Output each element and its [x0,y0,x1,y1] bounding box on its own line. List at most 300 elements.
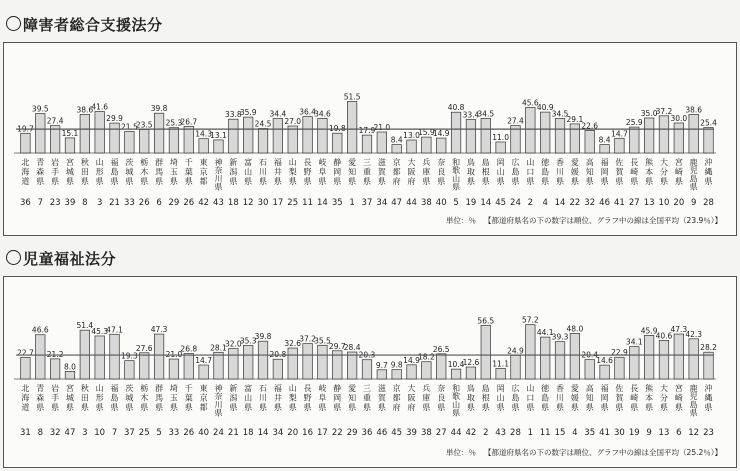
value-label: 21.5 [121,122,138,132]
svg-text:県: 県 [541,403,550,412]
value-label: 14.7 [611,129,628,139]
bar [65,138,75,153]
svg-text:縄: 縄 [704,167,713,177]
rank-label: 42 [465,428,477,438]
rank-label: 4 [542,198,548,208]
svg-text:山: 山 [288,384,297,393]
svg-text:庫: 庫 [422,393,431,403]
svg-text:田: 田 [80,167,89,177]
rank-label: 13 [643,198,655,208]
svg-text:潟: 潟 [229,393,238,403]
rank-label: 43 [213,198,224,208]
svg-text:木: 木 [140,167,149,177]
chart-panel-1 [3,42,737,236]
svg-text:島: 島 [481,158,490,167]
value-label: 33.4 [462,110,480,120]
svg-text:県: 県 [452,408,461,418]
svg-text:県: 県 [36,403,45,412]
value-label: 14.9 [403,355,420,365]
svg-text:賀: 賀 [615,167,624,177]
svg-text:香: 香 [556,384,565,393]
svg-text:茨: 茨 [125,158,134,167]
svg-text:児: 児 [689,166,698,176]
svg-text:千: 千 [184,384,193,393]
svg-text:川: 川 [214,174,223,184]
svg-text:葉: 葉 [184,393,193,403]
svg-text:栃: 栃 [140,384,149,393]
bar [451,369,461,379]
svg-text:県: 県 [51,177,60,186]
bar [169,359,179,379]
category-label [482,383,490,412]
svg-text:鳥: 鳥 [466,384,475,393]
svg-text:愛: 愛 [348,158,357,167]
bar [36,114,46,154]
svg-text:山: 山 [244,393,253,403]
svg-text:崎: 崎 [674,167,683,177]
value-label: 23.5 [135,120,153,130]
svg-text:県: 県 [422,403,431,412]
svg-text:宮: 宮 [65,384,74,393]
svg-text:歌: 歌 [452,166,461,176]
bar [540,112,550,153]
svg-text:県: 県 [169,403,178,412]
svg-text:海: 海 [21,167,30,177]
svg-text:県: 県 [362,177,371,186]
rank-label: 39 [406,428,417,438]
svg-text:県: 県 [333,177,342,186]
svg-text:大: 大 [659,158,668,167]
svg-text:知: 知 [348,167,357,177]
category-label [556,157,564,186]
svg-text:分: 分 [659,167,668,177]
svg-text:玉: 玉 [169,393,178,403]
rank-label: 40 [435,198,447,208]
svg-text:形: 形 [95,167,104,177]
bar [243,345,253,379]
category-label [571,157,579,186]
svg-text:崎: 崎 [674,393,683,403]
category-label [526,383,534,412]
svg-text:岡: 岡 [600,393,609,403]
category-label [526,157,534,186]
bar [422,362,432,379]
value-label: 20.3 [358,350,376,360]
svg-text:分: 分 [659,393,668,403]
svg-text:府: 府 [407,403,416,412]
svg-text:県: 県 [659,177,668,186]
svg-text:県: 県 [511,177,520,186]
category-label [333,383,341,412]
category-label [36,383,44,412]
bar [229,349,239,379]
svg-text:兵: 兵 [422,158,431,167]
bar [50,359,60,379]
svg-text:県: 県 [674,177,683,186]
bar [659,340,669,379]
svg-text:県: 県 [511,403,520,412]
svg-text:馬: 馬 [155,393,164,403]
value-label: 39.8 [254,332,272,342]
value-label: 45.9 [640,326,658,336]
category-label [541,383,550,412]
rank-label: 29 [168,198,180,208]
category-label [21,157,29,186]
svg-text:城: 城 [65,167,74,177]
value-label: 8.4 [390,135,403,145]
svg-text:青: 青 [36,158,45,167]
circle-icon [6,250,21,265]
svg-text:県: 県 [526,403,535,412]
value-label: 42.3 [685,329,703,339]
bar [526,107,536,153]
value-label: 8.0 [64,362,76,372]
svg-text:滋: 滋 [377,158,386,167]
svg-text:形: 形 [95,393,104,403]
svg-text:県: 県 [65,177,74,186]
category-label [214,383,222,418]
svg-text:島: 島 [511,393,520,403]
svg-text:県: 県 [348,403,357,412]
note-text: 【都道府県名の下の数字は順位、グラフ中の線は全国平均（23.9％）】 [484,216,722,225]
svg-text:庫: 庫 [422,167,431,177]
bar [95,336,105,379]
category-label [660,157,668,186]
rank-label: 19 [465,198,477,208]
svg-text:富: 富 [244,158,253,167]
category-label [155,158,163,186]
value-label: 48.0 [566,324,584,334]
value-label: 21.0 [373,123,391,132]
value-label: 22.6 [581,121,599,131]
value-label: 9.7 [375,360,388,370]
rank-label: 28 [703,198,714,208]
svg-text:大: 大 [659,384,668,393]
category-label [36,157,44,186]
category-label [705,157,713,186]
bar [377,132,387,153]
svg-text:県: 県 [184,177,193,186]
category-label [96,157,104,186]
svg-text:県: 県 [51,403,60,412]
value-label: 40.6 [655,331,673,341]
bar [496,368,506,379]
value-label: 36.4 [299,107,316,117]
svg-text:県: 県 [437,177,446,186]
svg-text:県: 県 [36,177,45,186]
bar [36,335,46,379]
category-label [96,383,104,412]
category-label [229,157,237,186]
svg-text:手: 手 [51,393,60,403]
value-label: 44.1 [536,328,554,338]
svg-text:川: 川 [259,167,268,177]
rank-label: 2 [483,428,489,438]
svg-text:高: 高 [585,158,594,167]
svg-text:和: 和 [452,158,461,167]
rank-label: 35 [331,198,343,208]
bar [139,130,149,154]
value-label: 26.8 [180,344,198,354]
rank-label: 23 [49,198,61,208]
svg-text:京: 京 [199,167,208,177]
category-label [393,157,401,186]
svg-text:阜: 阜 [318,393,327,403]
bar [110,334,120,379]
bar [229,119,239,153]
svg-text:県: 県 [704,177,713,186]
svg-text:県: 県 [422,177,431,186]
svg-text:県: 県 [541,177,550,186]
category-label [185,384,193,412]
bar [436,354,446,379]
svg-text:山: 山 [452,174,461,184]
rank-label: 1 [349,198,355,208]
value-label: 29.9 [106,114,123,124]
svg-text:福: 福 [273,384,282,393]
svg-text:県: 県 [362,403,371,412]
category-label [452,383,460,418]
bar [347,352,357,379]
category-label [289,383,297,412]
svg-text:島: 島 [481,384,490,393]
bar [243,117,253,153]
svg-text:奈: 奈 [214,166,223,176]
bar [362,135,372,153]
category-label [200,383,208,412]
svg-text:井: 井 [273,393,282,403]
category-label [259,158,267,186]
bar [466,120,476,153]
svg-text:県: 県 [303,403,312,412]
svg-text:道: 道 [21,177,30,186]
svg-text:県: 県 [273,403,282,412]
bar [80,114,90,153]
svg-text:都: 都 [392,167,401,177]
svg-text:福: 福 [600,158,609,167]
bar [110,123,120,153]
category-label [318,157,326,186]
category-label [304,158,312,186]
category-label [690,383,698,418]
rank-label: 14 [317,198,328,208]
value-label: 9.8 [390,360,403,370]
bar [303,344,313,379]
bar [303,117,313,153]
bar [214,352,224,379]
value-label: 34.6 [314,109,331,119]
svg-text:県: 県 [689,408,698,418]
value-label: 26.5 [432,344,450,354]
value-label: 24.5 [254,119,272,129]
bar [555,342,565,379]
svg-text:県: 県 [466,403,475,412]
category-label [541,157,550,186]
value-label: 19.7 [17,124,34,134]
rank-label: 9 [646,428,652,438]
value-label: 47.3 [670,325,688,335]
category-label [615,157,624,186]
svg-text:賀: 賀 [377,167,386,177]
svg-text:福: 福 [273,158,282,167]
rank-label: 47 [391,198,403,208]
category-label [675,383,683,412]
bar [154,113,164,153]
category-label [229,383,237,412]
bar [689,339,699,379]
svg-text:県: 県 [95,177,104,186]
bar [585,130,595,153]
bar [125,132,135,154]
svg-text:長: 長 [630,384,639,393]
svg-text:山: 山 [95,158,104,167]
svg-text:香: 香 [556,158,565,167]
svg-text:梨: 梨 [288,167,297,177]
bar [288,126,298,153]
rank-label: 20 [287,428,299,438]
rank-label: 18 [227,198,239,208]
value-label: 14.3 [195,129,212,139]
svg-text:田: 田 [80,393,89,403]
svg-text:茨: 茨 [125,384,134,393]
svg-text:重: 重 [362,393,371,403]
category-label [125,157,133,186]
svg-text:県: 県 [600,177,609,186]
svg-text:野: 野 [303,167,312,177]
rank-label: 10 [658,198,670,208]
rank-label: 20 [673,198,685,208]
category-label [51,157,59,186]
svg-text:県: 県 [140,403,149,412]
value-label: 14.7 [195,356,212,366]
rank-label: 1 [527,428,534,438]
svg-text:良: 良 [437,393,446,403]
bar [615,357,625,379]
svg-text:奈: 奈 [437,384,446,393]
bar [199,365,209,379]
value-label: 40.9 [536,103,554,113]
svg-text:島: 島 [689,174,698,184]
circle-icon [6,16,21,31]
svg-text:高: 高 [585,384,594,393]
svg-text:愛: 愛 [348,384,357,393]
svg-text:森: 森 [36,167,45,177]
value-label: 29.7 [328,341,346,351]
bar [630,347,640,379]
value-label: 28.1 [210,343,227,353]
svg-text:県: 県 [437,403,446,412]
svg-text:県: 県 [229,177,238,186]
svg-text:沖: 沖 [704,158,713,167]
value-label: 38.6 [685,105,703,115]
value-label: 26.7 [180,117,198,127]
svg-text:県: 県 [496,403,505,412]
rank-label: 25 [138,428,150,438]
svg-text:本: 本 [645,167,654,177]
bar [347,102,357,154]
svg-text:栃: 栃 [140,158,149,167]
rank-label: 2 [527,198,534,208]
svg-text:玉: 玉 [169,167,178,177]
svg-text:府: 府 [407,177,416,186]
category-label [497,384,505,412]
svg-text:川: 川 [556,167,565,177]
category-label [333,157,341,186]
bar [154,334,164,379]
value-label: 13.0 [403,131,420,140]
value-label: 38.6 [76,105,94,115]
bar [615,138,625,153]
svg-text:根: 根 [481,167,490,177]
value-label: 12.6 [462,358,480,368]
category-label [601,383,609,412]
svg-text:県: 県 [95,403,104,412]
value-label: 21.2 [46,349,64,359]
rank-label: 39 [64,198,76,208]
bar [644,335,654,379]
svg-text:岩: 岩 [51,158,60,167]
category-label [140,157,148,186]
svg-text:大: 大 [407,384,416,393]
rank-label: 12 [688,428,700,438]
svg-text:県: 県 [600,403,609,412]
category-label [675,157,683,186]
bar [570,124,580,153]
chart-title-2 [6,248,116,269]
svg-text:島: 島 [511,167,520,177]
category-label [511,383,519,412]
rank-label: 5 [453,198,459,208]
svg-text:岡: 岡 [600,167,609,177]
value-label: 27.6 [135,343,153,353]
rank-label: 4 [572,428,578,438]
chart-note-1 [438,215,722,226]
rank-label: 26 [138,198,150,208]
rank-label: 22 [331,428,343,438]
svg-text:歌: 歌 [452,392,461,402]
svg-text:県: 県 [585,403,594,412]
svg-text:鹿: 鹿 [689,158,698,167]
category-label [348,383,356,412]
svg-text:沖: 沖 [704,384,713,393]
svg-text:県: 県 [65,403,74,412]
svg-text:井: 井 [273,167,282,177]
svg-text:葉: 葉 [184,167,193,177]
bar [258,341,268,379]
rank-label: 15 [554,428,566,438]
svg-text:県: 県 [630,177,639,186]
svg-text:東: 東 [199,384,208,393]
svg-text:山: 山 [288,158,297,167]
value-label: 25.4 [700,118,717,128]
bar [600,145,610,153]
value-label: 11.0 [492,133,509,142]
bar [362,360,372,379]
svg-text:埼: 埼 [169,384,178,393]
bar [169,128,179,153]
bar [674,123,684,153]
svg-text:県: 県 [273,177,282,186]
svg-text:重: 重 [362,167,371,177]
svg-text:県: 県 [184,403,193,412]
svg-text:県: 県 [318,403,327,412]
category-label [497,158,505,186]
bar [125,361,135,379]
rank-label: 22 [569,198,581,208]
category-label [660,383,668,412]
svg-text:北: 北 [21,158,30,167]
svg-text:賀: 賀 [615,393,624,403]
